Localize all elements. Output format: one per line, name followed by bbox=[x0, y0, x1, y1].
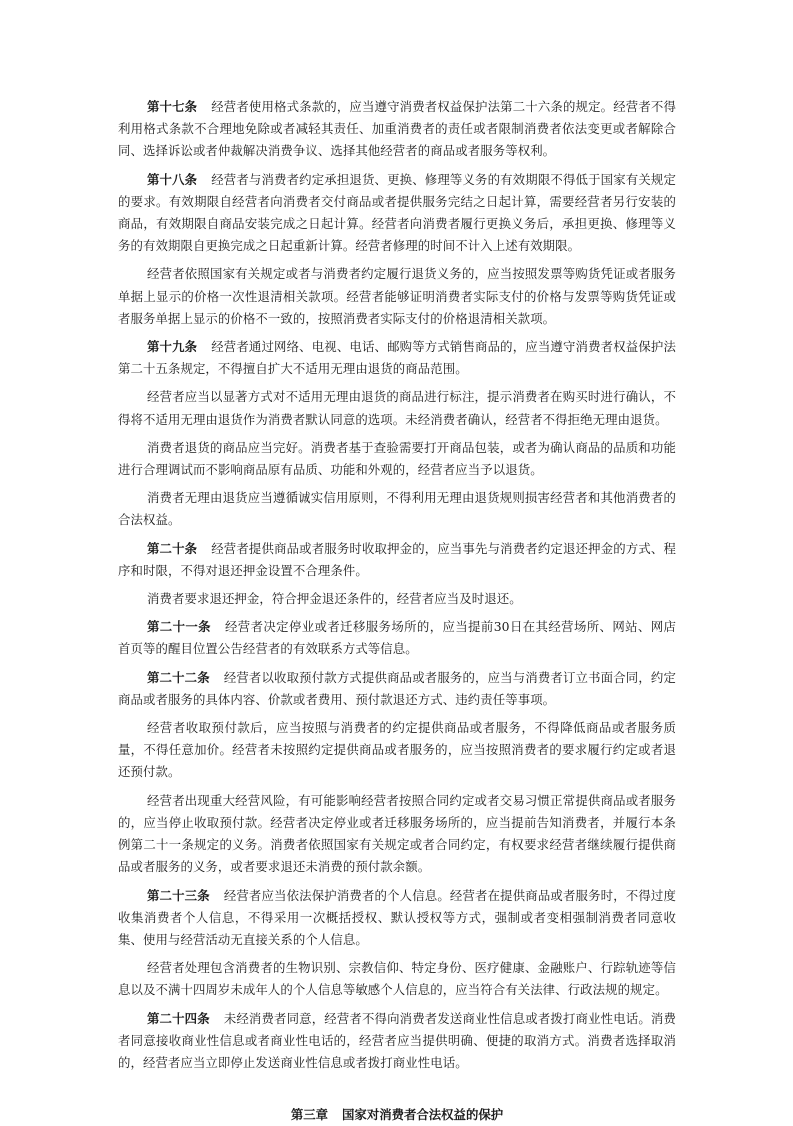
paragraph-text: 经营者提供商品或者服务时收取押金的，应当事先与消费者约定退还押金的方式、程序和时限，不得对退还押金设置不合理条件。 bbox=[118, 540, 676, 578]
article-number: 第二十条 bbox=[147, 540, 198, 556]
article-paragraph bbox=[118, 885, 676, 952]
article-number: 第十九条 bbox=[147, 339, 198, 355]
article-paragraph bbox=[118, 336, 676, 380]
paragraph-text: 经营者与消费者约定承担退货、更换、修理等义务的有效期限不得低于国家有关规定的要求。有效期限自经营者向消费者交付商品或者提供服务完结之日起计算，需要经营者另行安装的商品，有效期限自商品安装完成之日起计算。经营者向消费者履行更换义务后，承担更换、修理等义务的有效期限自更换完成之日起重新计算。经营者修理的时间不计入上述有效期限。 bbox=[118, 171, 676, 254]
body-paragraph bbox=[118, 437, 676, 481]
article-paragraph bbox=[118, 667, 676, 711]
article-paragraph bbox=[118, 1008, 676, 1075]
article-paragraph bbox=[118, 96, 676, 163]
paragraph-text: 经营者收取预付款后，应当按照与消费者的约定提供商品或者服务，不得降低商品或者服务质量，不得任意加价。经营者未按照约定提供商品或者服务的，应当按照消费者的要求履行约定或者退还预付款。 bbox=[118, 720, 676, 780]
body-paragraph bbox=[118, 588, 676, 610]
body-paragraph bbox=[118, 717, 676, 784]
chapter-number: 第三章 bbox=[290, 1107, 329, 1123]
paragraph-text: 消费者退货的商品应当完好。消费者基于查验需要打开商品包装，或者为确认商品的品质和功能进行合理调试而不影响商品原有品质、功能和外观的，经营者应当予以退货。 bbox=[118, 439, 676, 478]
body-paragraph bbox=[118, 487, 676, 531]
body-paragraph bbox=[118, 957, 676, 1001]
article-number: 第十八条 bbox=[147, 171, 198, 187]
chapter-heading bbox=[118, 1104, 676, 1126]
article-number: 第十七条 bbox=[147, 99, 198, 114]
article-list bbox=[118, 96, 676, 1074]
paragraph-text: 经营者应当以显著方式对不适用无理由退货的商品进行标注，提示消费者在购买时进行确认，不得将不适用无理由退货作为消费者默认同意的选项。未经消费者确认，经营者不得拒绝无理由退货。 bbox=[118, 389, 676, 427]
article-number: 第二十三条 bbox=[147, 887, 210, 903]
paragraph-text: 消费者要求退还押金，符合押金退还条件的，经营者应当及时退还。 bbox=[147, 591, 522, 607]
chapter-title: 国家对消费者合法权益的保护 bbox=[342, 1107, 504, 1123]
article-number: 第二十四条 bbox=[147, 1010, 210, 1026]
body-paragraph bbox=[118, 386, 676, 430]
article-paragraph bbox=[118, 616, 676, 660]
article-paragraph bbox=[118, 169, 676, 258]
paragraph-text: 消费者无理由退货应当遵循诚实信用原则，不得利用无理由退货规则损害经营者和其他消费者的合法权益。 bbox=[118, 490, 676, 528]
paragraph-text: 经营者出现重大经营风险，有可能影响经营者按照合同约定或者交易习惯正常提供商品或者服务的，应当停止收取预付款。经营者决定停业或者迁移服务场所的，应当提前告知消费者，并履行本条例第二十一条规定的义务。消费者依照国家有关规定或者合同约定，有权要求经营者继续履行提供商品或者服务的义务，或者要求退还未消费的预付款余额。 bbox=[118, 792, 676, 875]
paragraph-text: 经营者通过网络、电视、电话、邮购等方式销售商品的，应当遵守消费者权益保护法第二十五条规定，不得擅自扩大不适用无理由退货的商品范围。 bbox=[118, 339, 676, 377]
article-number: 第二十一条 bbox=[147, 619, 211, 635]
paragraph-text: 经营者以收取预付款方式提供商品或者服务的，应当与消费者订立书面合同，约定商品或者服务的具体内容、价款或者费用、预付款退还方式、违约责任等事项。 bbox=[118, 669, 676, 707]
body-paragraph bbox=[118, 263, 676, 330]
paragraph-text: 未经消费者同意，经营者不得向消费者发送商业性信息或者拨打商业性电话。消费者同意接收商业性信息或者商业性电话的，经营者应当提供明确、便捷的取消方式。消费者选择取消的，经营者应当立即停止发送商业性信息或者拨打商业性电话。 bbox=[118, 1010, 676, 1070]
paragraph-text: 经营者决定停业或者迁移服务场所的，应当提前30日在其经营场所、网站、网店首页等的醒目位置公告经营者的有效联系方式等信息。 bbox=[118, 619, 676, 657]
paragraph-text: 经营者依照国家有关规定或者与消费者约定履行退货义务的，应当按照发票等购货凭证或者服务单据上显示的价格一次性退清相关款项。经营者能够证明消费者实际支付的价格与发票等购货凭证或者服务单据上显示的价格不一致的，按照消费者实际支付的价格退清相关款项。 bbox=[118, 266, 676, 326]
paragraph-text: 经营者应当依法保护消费者的个人信息。经营者在提供商品或者服务时，不得过度收集消费者个人信息，不得采用一次概括授权、默认授权等方式，强制或者变相强制消费者同意收集、使用与经营活动无直接关系的个人信息。 bbox=[118, 887, 676, 947]
article-number: 第二十二条 bbox=[147, 669, 210, 685]
body-paragraph bbox=[118, 790, 676, 879]
article-paragraph bbox=[118, 538, 676, 582]
document-page bbox=[118, 96, 676, 1126]
paragraph-text: 经营者处理包含消费者的生物识别、宗教信仰、特定身份、医疗健康、金融账户、行踪轨迹等信息以及不满十四周岁未成年人的个人信息等敏感个人信息的，应当符合有关法律、行政法规的规定。 bbox=[118, 960, 676, 998]
paragraph-text: 经营者使用格式条款的，应当遵守消费者权益保护法第二十六条的规定。经营者不得利用格式条款不合理地免除或者减轻其责任、加重消费者的责任或者限制消费者依法变更或者解除合同、选择诉讼或者仲裁解决消费争议、选择其他经营者的商品或者服务等权利。 bbox=[118, 99, 676, 159]
